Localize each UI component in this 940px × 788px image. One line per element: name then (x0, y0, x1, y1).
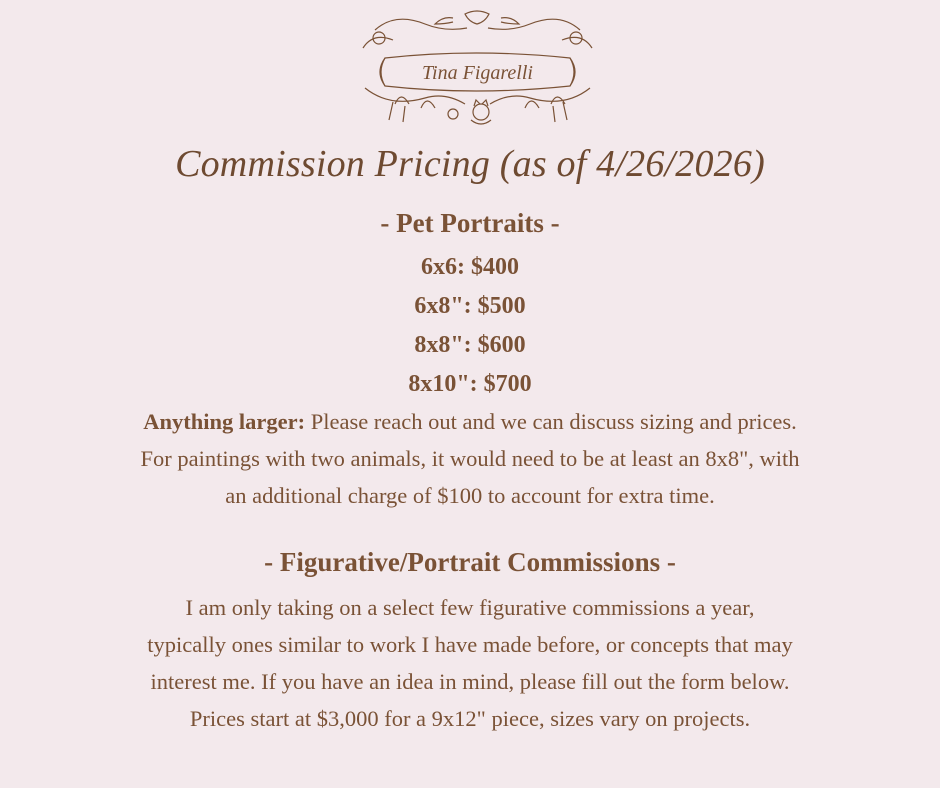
larger-sizes-note (0, 403, 940, 440)
page-title: Commission Pricing (as of 4/26/2026) (175, 143, 765, 185)
larger-text: Please reach out and we can discuss sizing and prices. (305, 409, 797, 434)
figurative-heading: - Figurative/Portrait Commissions - (264, 547, 676, 577)
pet-price-list (0, 248, 940, 404)
ornament-frame-icon (355, 8, 600, 130)
pet-portraits-heading: - Pet Portraits - (380, 208, 560, 238)
price-item: 6x8": $500 (414, 293, 526, 319)
brand-signature: Tina Figarelli (422, 62, 533, 84)
figurative-line: Prices start at $3,000 for a 9x12" piece, sizes vary on projects. (189, 706, 751, 731)
price-item: 8x10": $700 (408, 371, 532, 397)
two-animals-line: For paintings with two animals, it would need to be at least an 8x8", with (140, 446, 800, 471)
price-item: 6x6: $400 (421, 254, 519, 280)
figurative-line: interest me. If you have an idea in mind, please fill out the form below. (150, 669, 790, 694)
price-item: 8x8": $600 (414, 332, 526, 358)
figurative-line: I am only taking on a select few figurative commissions a year, (185, 595, 755, 620)
pet-notes (0, 403, 940, 514)
two-animals-line: an additional charge of $100 to account for extra time. (225, 483, 715, 508)
figurative-description (0, 589, 940, 737)
larger-label: Anything larger: (143, 409, 306, 434)
figurative-line: typically ones similar to work I have made before, or concepts that may (147, 632, 793, 657)
ornamental-logo[interactable] (355, 8, 600, 130)
